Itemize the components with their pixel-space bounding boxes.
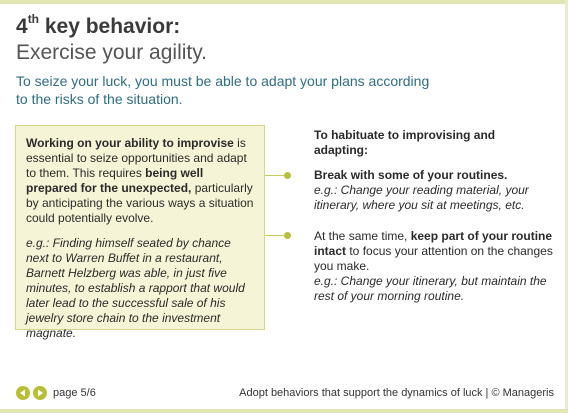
note-bold-2: being well prepared for the unexpected,	[26, 166, 204, 195]
page-indicator: page 5/6	[53, 387, 96, 399]
note-paragraph	[26, 136, 256, 226]
note-bold-1: Working on your ability to improvise	[26, 136, 234, 150]
tips-title: To habituate to improvising and adapting:	[314, 128, 496, 157]
top-border	[0, 0, 568, 4]
bullet-dot-1	[284, 172, 291, 179]
title-number: 4	[16, 15, 28, 38]
arrow-left-icon	[16, 386, 30, 400]
footer	[0, 384, 568, 404]
title-text: key behavior:	[39, 15, 181, 38]
intro-text: To seize your luck, you must be able to adapt your plans according to the risks of the situation.	[16, 73, 430, 107]
note-text-2: particularly by anticipating the various ways a situation could potentially evolve.	[26, 181, 254, 225]
note-text-1: is essential to seize opportunities and adapt to them. This requires	[26, 136, 247, 180]
title-ordinal: th	[27, 12, 40, 26]
tip-break-routines	[314, 168, 554, 213]
prev-page-button[interactable]	[16, 386, 30, 400]
footer-caption: Adopt behaviors that support the dynamics of luck | © Manageris	[239, 387, 554, 399]
tip2-example: e.g.: Change your itinerary, but maintain the rest of your morning routine.	[314, 274, 547, 303]
tip1-example: e.g.: Change your reading material, your itinerary, where you sit at meetings, etc.	[314, 183, 529, 212]
tip-keep-routine	[314, 229, 554, 304]
tip1-bold-text: Break with some of your routines.	[314, 168, 508, 182]
tip2-text-1: At the same time,	[314, 229, 411, 243]
page-title	[16, 14, 180, 39]
arrow-right-icon	[33, 386, 47, 400]
tip2-text-2: to focus your attention on the changes you make.	[314, 244, 553, 273]
page-subtitle: Exercise your agility.	[16, 41, 208, 64]
bottom-border	[0, 409, 568, 413]
improvise-note-box	[15, 125, 265, 340]
tip1-bold	[314, 168, 554, 183]
tip2-bold: keep part of your routine intact	[314, 229, 553, 258]
next-page-button[interactable]	[33, 386, 47, 400]
tip2-body	[314, 229, 554, 274]
note-example: e.g.: Finding himself seated by chance next to Warren Buffet in a restaurant, Barnett Helzberg was able, in just five minutes, to establish a rapport that would later lead to the successful sale of his jewelry store chain to the investment magnate.	[26, 236, 245, 340]
bullet-dot-2	[284, 232, 291, 239]
